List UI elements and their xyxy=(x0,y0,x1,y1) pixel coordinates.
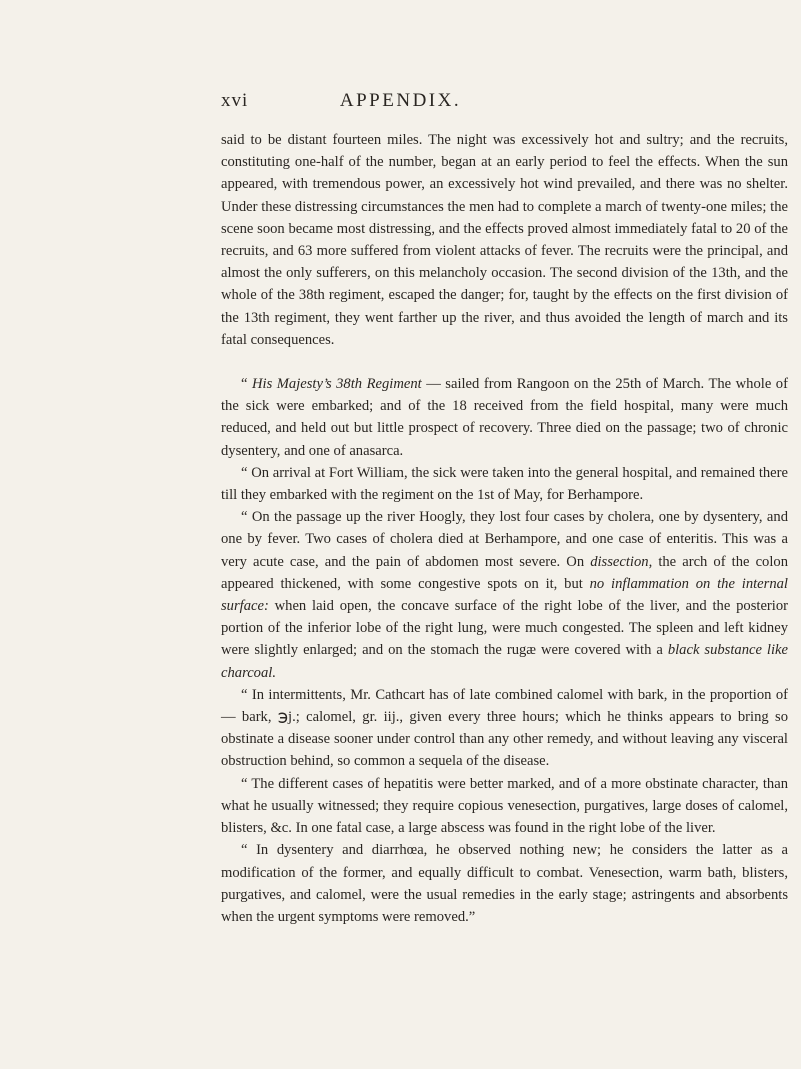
paragraph-2-text: — sailed from Rangoon on the 25th of March. The whole of the sick were embarked; and of the 18 received from the field hospital, many were much reduced, and held out but little prospect of recovery. Three died on the passage; two of chronic dysentery, and one of anasarca. xyxy=(221,376,788,459)
paragraph-2 xyxy=(221,373,788,462)
open-quote: “ xyxy=(241,376,252,393)
paragraph-4-italic-a: dissection, xyxy=(590,553,653,570)
paragraph-4-text-b: the arch of the colon appeared thickened, with some congestive spots on it, but xyxy=(221,553,788,592)
paragraph-3: “ On arrival at Fort William, the sick were taken into the general hospital, and remained there till they embarked with the regiment on the 1st of May, for Berhampore. xyxy=(221,464,788,504)
paragraph-4-italic-b: no inflammation on the internal surface: xyxy=(221,575,788,615)
page-header xyxy=(0,90,801,120)
paragraph-4-italic-c: black substance like charcoal. xyxy=(221,642,788,681)
paragraph-4-text-a: “ On the passage up the river Hoogly, they lost four cases by cholera, one by dysentery, and one by fever. Two cases of cholera died at Berhampore, and one case of enteritis. This was a very acute case, and the pain of abdomen most severe. On xyxy=(221,509,788,570)
paragraph-4 xyxy=(221,506,788,684)
paragraph-4-text-c: when laid open, the concave surface of the right lobe of the liver, and the posterior portion of the inferior lobe of the right lung, were much congested. The spleen and left kidney were slightly enlarged; and on the stomach the rugæ were covered with a xyxy=(221,598,788,659)
paragraph-1: said to be distant fourteen miles. The night was excessively hot and sultry; and the recruits, constituting one-half of the number, began at an early period to feel the effects. When the sun appeared, with tremendous power, an excessively hot wind prevailed, and there was no shelter. Under these distressing circumstances the men had to complete a march of twenty-one miles; the scene soon became most distressing, and the effects proved almost immediately fatal to 20 of the recruits, and 63 more suffered from violent attacks of fever. The recruits were the principal, and almost the only sufferers, on this melancholy occasion. The second division of the 13th, and the whole of the 38th regiment, escaped the danger; for, taught by the effects on the first division of the 13th regiment, they went farther up the river, and thus avoided the length of march and its fatal consequences. xyxy=(221,132,788,348)
page-number: xvi xyxy=(221,90,249,111)
running-head: APPENDIX. xyxy=(339,90,462,111)
paragraph-7: “ In dysentery and diarrhœa, he observed nothing new; he considers the latter as a modification of the former, and equally difficult to combat. Venesection, warm bath, blisters, purgatives, and calomel, were the usual remedies in the early stage; astringents and absorbents when the urgent symptoms were removed.” xyxy=(221,842,788,925)
paragraph-6: “ The different cases of hepatitis were better marked, and of a more obstinate character, than what he usually witnessed; they require copious venesection, purgatives, large doses of calomel, blisters, &c. In one fatal case, a large abscess was found in the right lobe of the liver. xyxy=(221,775,788,837)
paragraph-5: “ In intermittents, Mr. Cathcart has of late combined calomel with bark, in the proportion of — bark, ℈j.; calomel, gr. iij., given every three hours; which he thinks appears to bring so obstinate a disease sooner under control than any other remedy, and without leaving any visceral obstruction behind, so common a sequela of the disease. xyxy=(221,686,788,770)
body-text xyxy=(221,129,788,928)
regiment-heading: His Majesty’s 38th Regiment xyxy=(251,376,422,393)
